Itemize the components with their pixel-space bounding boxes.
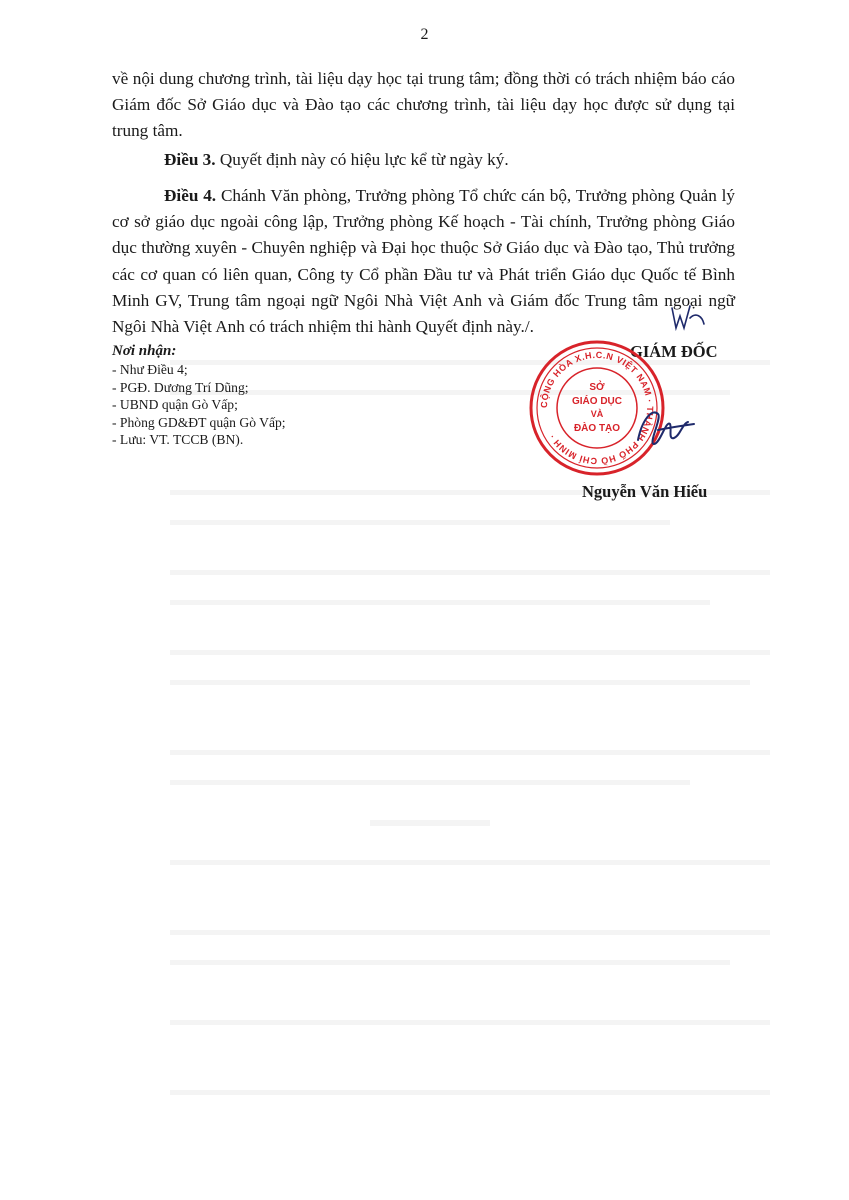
article-3 (112, 147, 735, 173)
handwritten-signature-icon (628, 400, 698, 460)
article-4-text: Chánh Văn phòng, Trưởng phòng Tổ chức cán bộ, Trưởng phòng Quản lý cơ sở giáo dục ngoài công lập, Trưởng phòng Kế hoạch - Tài chính, Trưởng phòng Giáo dục thường xuyên - Chuyên nghiệp và Đại học thuộc Sở Giáo dục và Đào tạo, Thủ trưởng các cơ quan có liên quan, Công ty Cổ phần Đầu tư và Phát triển Giáo dục Quốc tế Bình Minh GV, Trung tâm ngoại ngữ Ngôi Nhà Việt Anh và Giám đốc Trung tâm ngoại ngữ Ngôi Nhà Việt Anh có trách nhiệm thi hành Quyết định này./. (112, 186, 735, 337)
recipient-item: - Như Điều 4; (112, 362, 188, 377)
signer-title: GIÁM ĐỐC (630, 342, 718, 361)
recipient-item: - Lưu: VT. TCCB (BN). (112, 432, 244, 448)
recipient-item: - UBND quận Gò Vấp; (112, 397, 238, 413)
recipient-item: - Phòng GD&ĐT quận Gò Vấp; (112, 414, 286, 430)
seal-ring-text: CỘNG HÒA X.H.C.N VIỆT NAM · THÀNH PHỐ HỒ CHÍ MINH · (538, 349, 656, 467)
seal-center-text: SỞ (589, 382, 605, 393)
paragraph-continuation (112, 66, 735, 145)
article-3-text: Quyết định này có hiệu lực kể từ ngày ký. (215, 150, 509, 169)
signer-name: Nguyễn Văn Hiếu (582, 482, 708, 501)
page-number: 2 (420, 26, 429, 43)
recipients-block (112, 342, 412, 449)
seal-center-text: ĐÀO TẠO (573, 423, 621, 434)
seal-center-text: GIÁO DỤC (572, 396, 622, 407)
recipient-item: - PGĐ. Dương Trí Dũng; (112, 379, 249, 395)
seal-center-text: VÀ (590, 409, 604, 419)
initials-mark-icon (668, 298, 708, 338)
article-3-label: Điều 3. (164, 150, 216, 169)
article-4 (112, 183, 735, 340)
recipients-heading: Nơi nhận: (112, 343, 177, 359)
article-4-label: Điều 4. (164, 186, 217, 205)
recipients-list (112, 361, 412, 449)
paragraph-text: về nội dung chương trình, tài liệu dạy học tại trung tâm; đồng thời có trách nhiệm báo cáo Giám đốc Sở Giáo dục và Đào tạo các chương trình, tài liệu dạy học được sử dụng tại trung tâm. (112, 69, 735, 141)
